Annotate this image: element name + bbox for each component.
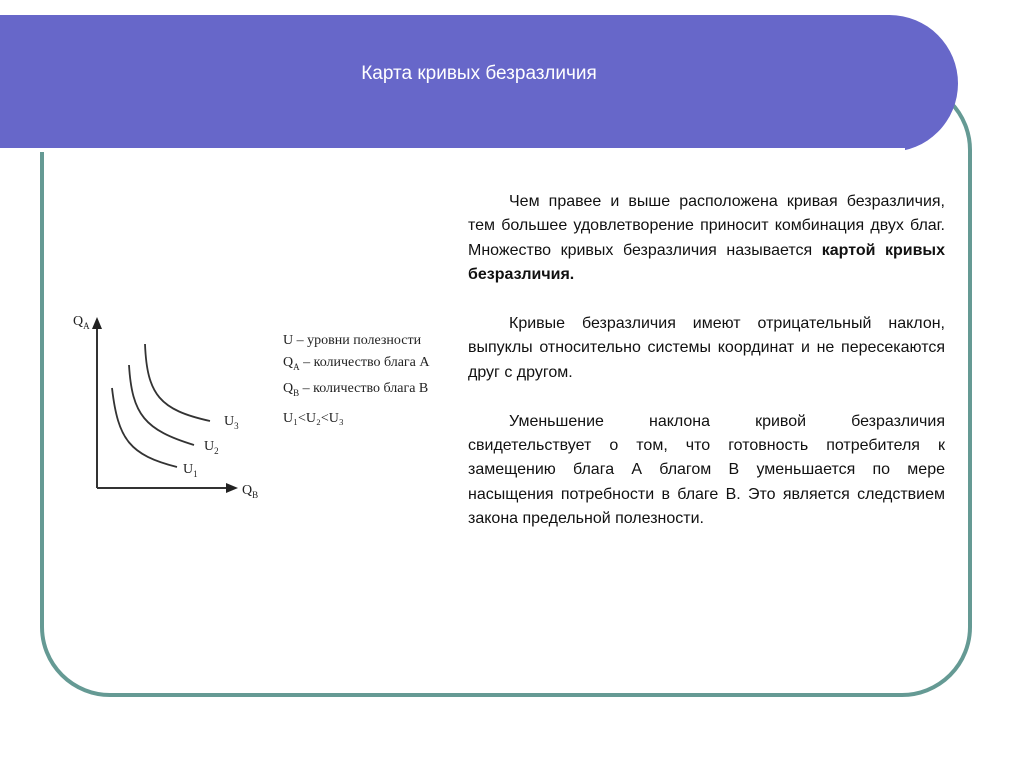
curve-label-u3: $U_3$ — [224, 414, 239, 431]
paragraph-1 — [468, 190, 945, 288]
paragraph-3: Уменьшение наклона кривой безразличия свидетельствует о том, что готовность потребителя к замещению блага А благом В уменьшается по мере насыщения потребности в благе В. Это является следствием закона предельной полезности. — [468, 412, 945, 528]
curve-u2 — [129, 365, 194, 445]
curve-u3 — [145, 344, 210, 421]
x-axis-arrow — [226, 483, 238, 493]
curve-label-u1: $U_1$ — [183, 462, 198, 479]
x-axis-label: $Q_B$ — [242, 483, 259, 500]
curve-label-u2: $U_2$ — [204, 439, 219, 456]
paragraph-text: Чем правее и выше расположена кривая безразличия, тем большее удовлетворение приносит комбинация двух благ. Множество кривых безразличия называется — [468, 193, 945, 259]
legend-qa: $Q_A$ – количество блага А — [283, 355, 430, 372]
legend-order: U₁<U₂<U₃ — [283, 410, 344, 426]
banner-divider — [0, 148, 905, 152]
legend-u: U – уровни полезности — [283, 333, 422, 348]
paragraph-2: Кривые безразличия имеют отрицательный наклон, выпуклы относительно системы координат и не пересекаются друг с другом. — [468, 315, 945, 381]
bold-term: картой кривых безразличия. — [468, 241, 945, 284]
slide-title: Карта кривых безразличия — [361, 63, 597, 84]
body-text — [468, 190, 945, 556]
diagram-legend — [283, 330, 430, 430]
curve-u1 — [112, 388, 177, 467]
y-axis-label: $Q_A$ — [73, 314, 90, 331]
y-axis-arrow — [92, 317, 102, 329]
legend-qb: $Q_B$ – количество блага В — [283, 380, 429, 398]
